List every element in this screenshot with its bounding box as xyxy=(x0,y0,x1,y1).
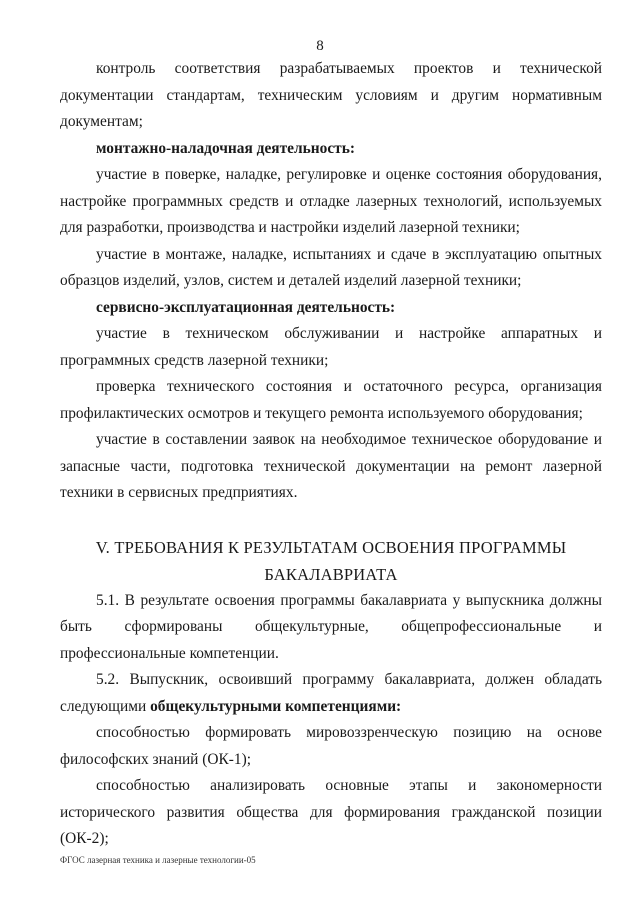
paragraph-5-2-bold: общекультурными компетенциями: xyxy=(150,697,402,715)
competency-ok-1: способностью формировать мировоззренческую позицию на основе философских знаний (ОК-1); xyxy=(60,724,602,768)
heading-service-activity: сервисно-эксплуатационная деятельность: xyxy=(96,298,396,316)
section-title-line2: БАКАЛАВРИАТА xyxy=(264,564,398,584)
page-number: 8 xyxy=(316,38,324,54)
paragraph-design-control: контроль соответствия разрабатываемых проектов и технической документации стандартам, техническим условиям и другим нормативным документам; xyxy=(60,60,602,130)
heading-installation-activity: монтажно-наладочная деятельность: xyxy=(96,139,355,157)
page-footer: ФГОС лазерная техника и лазерные технологии-05 xyxy=(60,855,256,865)
paragraph-5-2 xyxy=(60,667,602,720)
paragraph-state-check: проверка технического состояния и остаточного ресурса, организация профилактических осмотров и текущего ремонта используемого оборудования; xyxy=(60,378,602,422)
paragraph-calibration: участие в поверке, наладке, регулировке и оценке состояния оборудования, настройке программных средств и отладке лазерных технологий, используемых для разработки, производства и настройки изделий лазерной техники; xyxy=(60,166,602,236)
document-body xyxy=(60,56,602,853)
paragraph-installation-testing: участие в монтаже, наладке, испытаниях и сдаче в эксплуатацию опытных образцов изделий, узлов, систем и деталей изделий лазерной техники; xyxy=(60,245,602,289)
section-gap xyxy=(60,507,602,534)
paragraph-5-1: 5.1. В результате освоения программы бакалавриата у выпускника должны быть сформированы общекультурные, общепрофессиональные и профессиональные компетенции. xyxy=(60,591,602,662)
paragraph-requests: участие в составлении заявок на необходимое техническое оборудование и запасные части, подготовка технической документации на ремонт лазерной техники в сервисных предприятиях. xyxy=(60,431,602,501)
paragraph-maintenance: участие в техническом обслуживании и настройке аппаратных и программных средств лазерной техники; xyxy=(60,325,602,369)
section-title-line1: V. ТРЕБОВАНИЯ К РЕЗУЛЬТАТАМ ОСВОЕНИЯ ПРОГРАММЫ xyxy=(95,537,567,557)
paragraph-5-2-text: 5.2. Выпускник, освоивший программу бакалавриата, должен обладать следующими xyxy=(60,671,602,715)
competency-ok-2: способностью анализировать основные этапы и закономерности исторического развития общества для формирования гражданской позиции (ОК-2); xyxy=(60,777,602,847)
